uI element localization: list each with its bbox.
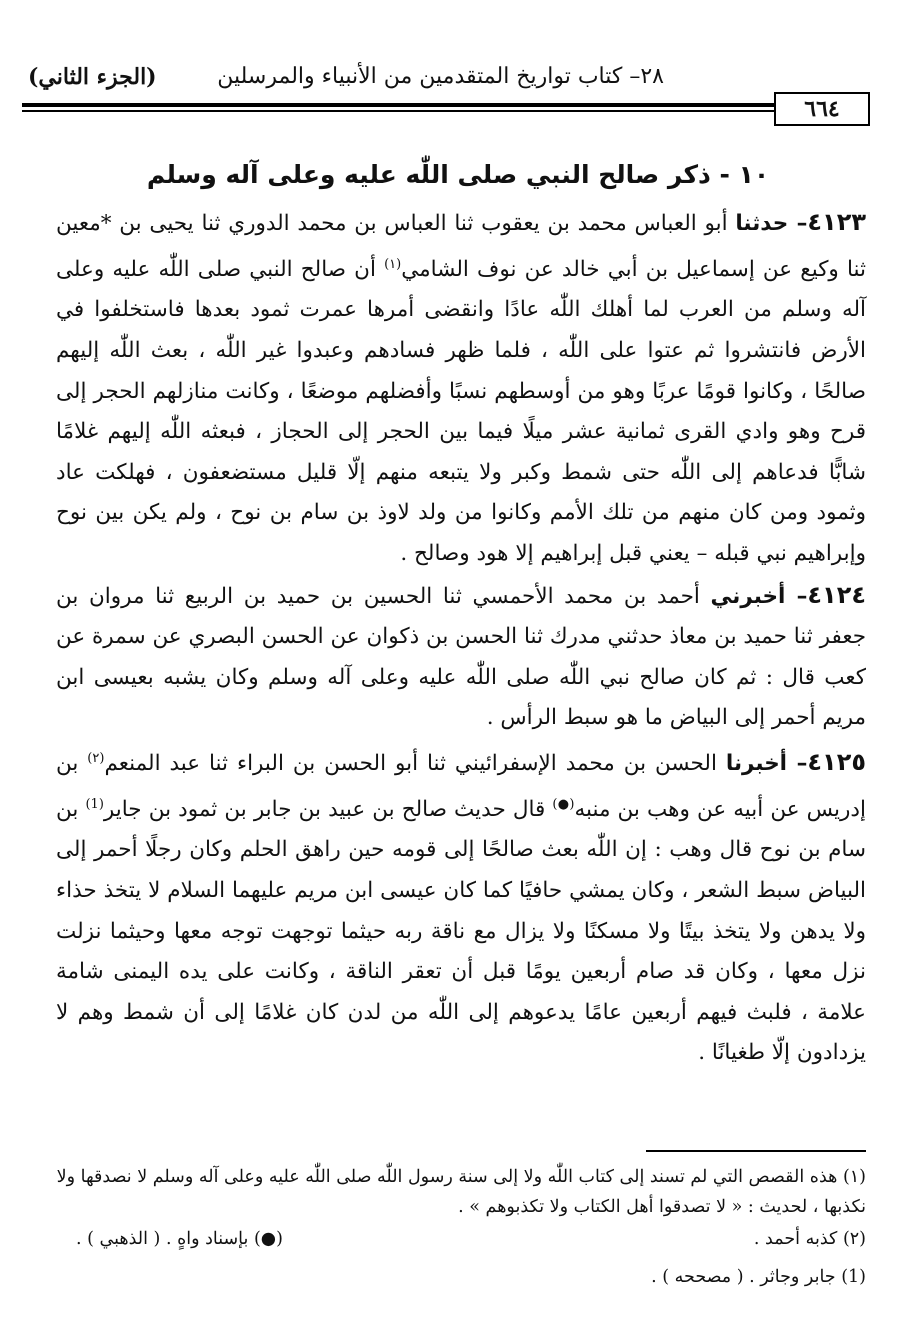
footnote-ref: (1): [85, 796, 104, 812]
footnote-2-row: [56, 1224, 866, 1254]
hadith-verb: أخبرني: [710, 583, 786, 609]
hadith-text: أحمد بن محمد الأحمسي ثنا الحسين بن حميد بن الربيع ثنا مروان بن جعفر ثنا حميد بن معاذ حدثني مدرك ثنا الحسن بن ذكوان عن الحسن البصري عن سمرة عن كعب قال : ثم كان صالح نبي اللّٰه صلى اللّٰه عليه وعلى آله وسلم وكان يشبه بعيسى ابن مريم أحمر إلى البياض ما هو سبط الرأس .: [56, 583, 866, 731]
hadith-text: قال حديث صالح بن عبيد بن جابر بن ثمود بن جاير: [103, 796, 546, 822]
hadith-text: بن سام بن نوح قال وهب : إن اللّٰه بعث صالحًا إلى قومه حين راهق الحلم وكان رجلًا أحمر إلى البياض سبط الشعر ، وكان يمشي حافيًا كما كان عيسى ابن مريم عليهما السلام لا يتخذ حذاء ولا يدهن ولا يتخذ بيتًا ولا مسكنًا ولا يزال مع ناقة ربه حيثما توجهت توجه معها وحيثما نزلت نزل معها ، وكان قد صام أربعين يومًا قبل أن تعقر الناقة ، وكانت على يده اليمنى شامة علامة ، فلبث فيهم أربعين عامًا يدعوهم إلى اللّٰه من لدن كان غلامًا إلى أن شمط وهم لا يزدادون إلّا طغيانًا .: [56, 796, 866, 1066]
footnote-text: هذه القصص التي لم تسند إلى كتاب اللّٰه ولا إلى سنة رسول اللّٰه صلى اللّٰه عليه وعلى آله وسلم لا نصدقها ولا نكذبها ، لحديث : « لا تصدقوا أهل الكتاب ولا تكذبوهم » .: [56, 1167, 866, 1217]
running-header: [22, 62, 874, 98]
header-volume-part: (الجزء الثاني): [28, 64, 157, 90]
hadith-4123: ٤١٢٣– حدثنا أبو العباس محمد بن يعقوب ثنا العباس بن محمد الدوري ثنا يحيى بن *معين ثنا وكيع عن إسماعيل بن أبي خالد عن نوف الشامي$^{(١)}$ أن صالح النبي صلى اللّٰه عليه وعلى آله وسلم من العرب لما أهلك اللّٰه عادًا وانقضى أمرها عمرت ثمود بعدها فاستخلفوا في الأرض فانتشروا ثم عتوا على اللّٰه ، فلما ظهر فسادهم وعبدوا غير اللّٰه ، بعث اللّٰه إليهم صالحًا ، وكانوا قومًا عربًا وهو من أوسطهم نسبًا وأفضلهم موضعًا ، وكانت منازلهم الحجر إلى قرح وهو وادي القرى ثمانية عشر ميلًا فيما بين الحجر إلى الحجاز ، فبعثه اللّٰه إليهم غلامًا شابًّا فدعاهم إلى اللّٰه حتى شمط وكبر ولا يتبعه منهم إلّا قليل مستضعفون ، فهلكت عاد وثمود ومن كان منهم من تلك الأمم وكانوا من ولد لاوذ بن سام بن نوح ، ولم يكن بين نوح وإبراهيم نبي قبله – يعني قبل إبراهيم إلا هود وصالح .: [56, 208, 866, 566]
hadith-text: الحسن بن محمد الإسفرائيني ثنا أبو الحسن بن البراء ثنا عبد المنعم: [104, 751, 717, 777]
main-text: [56, 202, 866, 1074]
hadith-4124: ٤١٢٤– أخبرني أحمد بن محمد الأحمسي ثنا الحسين بن حميد بن الربيع ثنا مروان بن جعفر ثنا حميد بن معاذ حدثني مدرك ثنا الحسن بن ذكوان عن الحسن البصري عن سمرة عن كعب قال : ثم كان صالح نبي اللّٰه صلى اللّٰه عليه وعلى آله وسلم وكان يشبه بعيسى ابن مريم أحمر إلى البياض ما هو سبط الرأس .: [56, 580, 866, 731]
hadith-number: ٤١٢٥: [807, 748, 866, 777]
header-rule-thin: [22, 110, 870, 112]
footnote-dot: [76, 1224, 283, 1254]
footnote-text: كذبه أحمد .: [753, 1229, 838, 1249]
hadith-text: أبو العباس محمد بن يعقوب ثنا العباس بن محمد الدوري ثنا يحيى بن *معين ثنا وكيع عن إسماعيل بن أبي خالد عن نوف الشامي: [56, 211, 866, 282]
header-book-title: ٢٨– كتاب تواريخ المتقدمين من الأنبياء والمرسلين: [217, 64, 664, 89]
page-number-box: ٦٦٤: [774, 92, 870, 126]
section-heading: ١٠ - ذكر صالح النبي صلى اللّٰه عليه وعلى آله وسلم: [146, 160, 770, 189]
footnote-ref: (١): [384, 256, 402, 272]
footnote-2: [754, 1224, 866, 1254]
hadith-number: ٤١٢٤: [807, 580, 866, 609]
footnotes: [56, 1162, 866, 1292]
footnote-separator: [646, 1150, 866, 1152]
hadith-4125: ٤١٢٥– أخبرنا الحسن بن محمد الإسفرائيني ثنا أبو الحسن بن البراء ثنا عبد المنعم$^{(٢)}$ بن إدريس عن أبيه عن وهب بن منبه(●) قال حديث صالح بن عبيد بن جابر بن ثمود بن جاير$^{(1)}$ بن سام بن نوح قال وهب : إن اللّٰه بعث صالحًا إلى قومه حين راهق الحلم وكان رجلًا أحمر إلى البياض سبط الشعر ، وكان يمشي حافيًا كما كان عيسى ابن مريم عليهما السلام لا يتخذ حذاء ولا يدهن ولا يتخذ بيتًا ولا مسكنًا ولا يزال مع ناقة ربه حيثما توجهت توجه معها وحيثما نزلت نزل معها ، وكان قد صام أربعين يومًا قبل أن تعقر الناقة ، وكانت على يده اليمنى شامة علامة ، فلبث فيهم أربعين عامًا يدعوهم إلى اللّٰه من لدن كان غلامًا إلى أن شمط وهم لا يزدادون إلّا طغيانًا .: [56, 748, 866, 1066]
hadith-verb: حدثنا: [735, 211, 789, 236]
footnote-mark: (●): [253, 1229, 283, 1249]
header-rule-thick: [22, 103, 870, 107]
footnote-text: جابر وجاثر . ( مصححه ) .: [651, 1267, 836, 1287]
footnote-mark: (٢): [842, 1229, 866, 1249]
hadith-number: ٤١٢٣: [807, 208, 866, 236]
hadith-text: بن إدريس عن أبيه عن وهب بن منبه: [56, 751, 866, 822]
footnote-mark: (1): [841, 1267, 866, 1287]
footnote-mark: (١): [842, 1167, 866, 1187]
footnote-1: [56, 1162, 866, 1222]
footnote-3: [56, 1262, 866, 1292]
footnote-text: بإسناد واهٍ . ( الذهبي ) .: [76, 1229, 249, 1249]
footnote-ref: (٢): [87, 750, 105, 766]
footnote-ref: (●): [552, 796, 575, 812]
hadith-text: أن صالح النبي صلى اللّٰه عليه وعلى آله وسلم من العرب لما أهلك اللّٰه عادًا وانقضى أمرها عمرت ثمود بعدها فاستخلفوا في الأرض فانتشروا ثم عتوا على اللّٰه ، فلما ظهر فسادهم وعبدوا غير اللّٰه ، بعث اللّٰه إليهم صالحًا ، وكانوا قومًا عربًا وهو من أوسطهم نسبًا وأفضلهم موضعًا ، وكانت منازلهم الحجر إلى قرح وهو وادي القرى ثمانية عشر ميلًا فيما بين الحجر إلى الحجاز ، فبعثه اللّٰه إليهم غلامًا شابًّا فدعاهم إلى اللّٰه حتى شمط وكبر ولا يتبعه منهم إلّا قليل مستضعفون ، فهلكت عاد وثمود ومن كان منهم من تلك الأمم وكانوا من ولد لاوذ بن سام بن نوح ، ولم يكن بين نوح وإبراهيم نبي قبله – يعني قبل إبراهيم إلا هود وصالح .: [56, 256, 866, 566]
hadith-verb: أخبرنا: [725, 751, 788, 777]
